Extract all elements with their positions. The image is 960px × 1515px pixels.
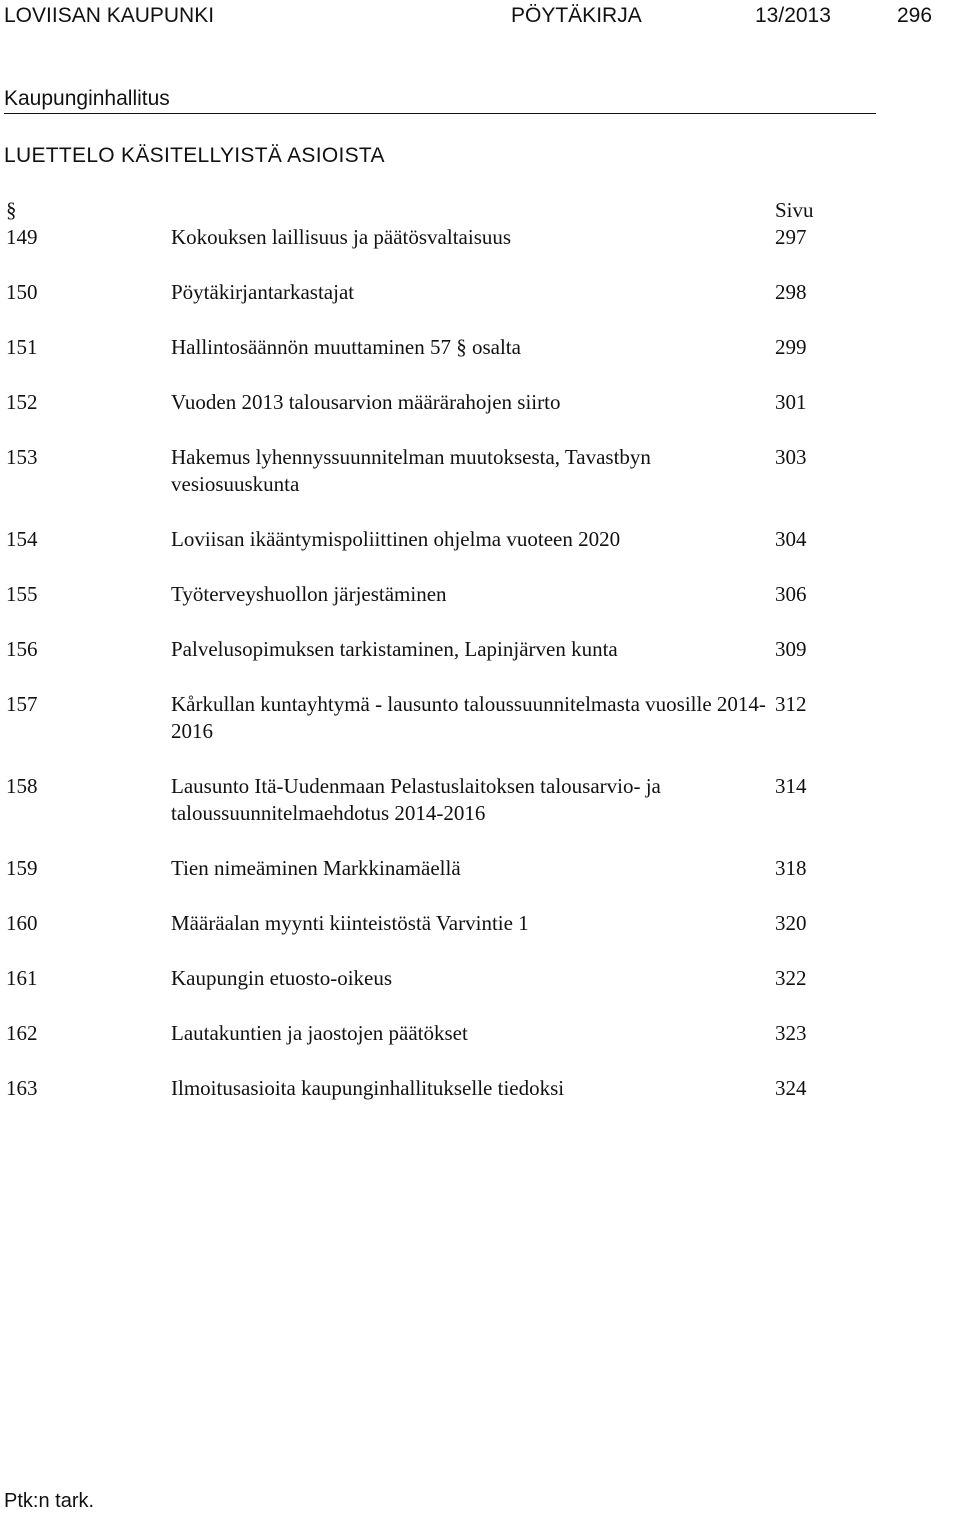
- list-item: [0, 389, 960, 416]
- item-number: 153: [6, 445, 38, 469]
- item-title: Loviisan ikääntymispoliittinen ohjelma vuoteen 2020: [171, 527, 621, 551]
- item-number: 163: [6, 1076, 38, 1100]
- list-item: [0, 224, 960, 251]
- item-title: Lausunto Itä-Uudenmaan Pelastuslaitoksen talousarvio- ja taloussuunnitelmaehdotus 2014-2016: [171, 774, 661, 825]
- item-title: Tien nimeäminen Markkinamäellä: [171, 856, 461, 880]
- item-title: Pöytäkirjantarkastajat: [171, 280, 355, 304]
- page-header: [0, 0, 960, 30]
- list-item: [0, 581, 960, 608]
- item-page: 320: [775, 911, 807, 935]
- item-page: 299: [775, 335, 807, 359]
- header-meeting-number: 13/2013: [755, 4, 831, 27]
- item-number: 161: [6, 966, 38, 990]
- item-title: Ilmoitusasioita kaupunginhallitukselle tiedoksi: [171, 1076, 565, 1100]
- list-item: [0, 1020, 960, 1047]
- item-page: 318: [775, 856, 807, 880]
- item-page: 306: [775, 582, 807, 606]
- item-page: 314: [775, 774, 807, 798]
- item-page: 312: [775, 692, 807, 716]
- list-item: [0, 910, 960, 937]
- list-item: [0, 1075, 960, 1102]
- item-title: Hallintosäännön muuttaminen 57 § osalta: [171, 335, 521, 359]
- list-item: [0, 334, 960, 361]
- item-title: Työterveyshuollon järjestäminen: [171, 582, 447, 606]
- item-page: 298: [775, 280, 807, 304]
- item-title: Kokouksen laillisuus ja päätösvaltaisuus: [171, 225, 512, 249]
- item-title: Määräalan myynti kiinteistöstä Varvintie 1: [171, 911, 529, 935]
- item-number: 150: [6, 280, 38, 304]
- item-number: 157: [6, 692, 38, 716]
- list-item: [0, 691, 960, 745]
- item-page: 301: [775, 390, 807, 414]
- section-column-header: §: [6, 198, 17, 222]
- list-title: LUETTELO KÄSITELLYISTÄ ASIOISTA: [4, 144, 385, 167]
- item-title: Hakemus lyhennyssuunnitelman muutoksesta, Tavastbyn vesiosuuskunta: [171, 445, 651, 496]
- body-organization: Kaupunginhallitus: [4, 85, 876, 114]
- item-number: 158: [6, 774, 38, 798]
- column-headers: [0, 197, 960, 224]
- list-item: [0, 773, 960, 827]
- list-item: [0, 855, 960, 882]
- item-title: Kaupungin etuosto-oikeus: [171, 966, 393, 990]
- item-number: 154: [6, 527, 38, 551]
- item-title: Vuoden 2013 talousarvion määrärahojen siirto: [171, 390, 561, 414]
- item-title: Lautakuntien ja jaostojen päätökset: [171, 1021, 468, 1045]
- list-item: [0, 526, 960, 553]
- list-item: [0, 279, 960, 306]
- item-page: 309: [775, 637, 807, 661]
- item-page: 303: [775, 445, 807, 469]
- item-title: Palvelusopimuksen tarkistaminen, Lapinjärven kunta: [171, 637, 618, 661]
- header-page-number: 296: [897, 4, 933, 27]
- item-title: Kårkullan kuntayhtymä - lausunto taloussuunnitelmasta vuosille 2014-2016: [171, 692, 766, 743]
- item-page: 304: [775, 527, 807, 551]
- header-document-type: PÖYTÄKIRJA: [511, 4, 642, 27]
- item-number: 156: [6, 637, 38, 661]
- item-number: 152: [6, 390, 38, 414]
- item-page: 324: [775, 1076, 807, 1100]
- item-page: 297: [775, 225, 807, 249]
- item-number: 162: [6, 1021, 38, 1045]
- header-organization: LOVIISAN KAUPUNKI: [4, 4, 215, 27]
- item-number: 155: [6, 582, 38, 606]
- footer-minutes-check: Ptk:n tark.: [4, 1490, 95, 1512]
- item-number: 149: [6, 225, 38, 249]
- list-item: [0, 636, 960, 663]
- item-number: 160: [6, 911, 38, 935]
- items-list: [0, 224, 960, 1130]
- item-number: 151: [6, 335, 38, 359]
- page-column-header: Sivu: [775, 198, 814, 222]
- list-item: [0, 965, 960, 992]
- item-page: 322: [775, 966, 807, 990]
- item-page: 323: [775, 1021, 807, 1045]
- item-number: 159: [6, 856, 38, 880]
- list-item: [0, 444, 960, 498]
